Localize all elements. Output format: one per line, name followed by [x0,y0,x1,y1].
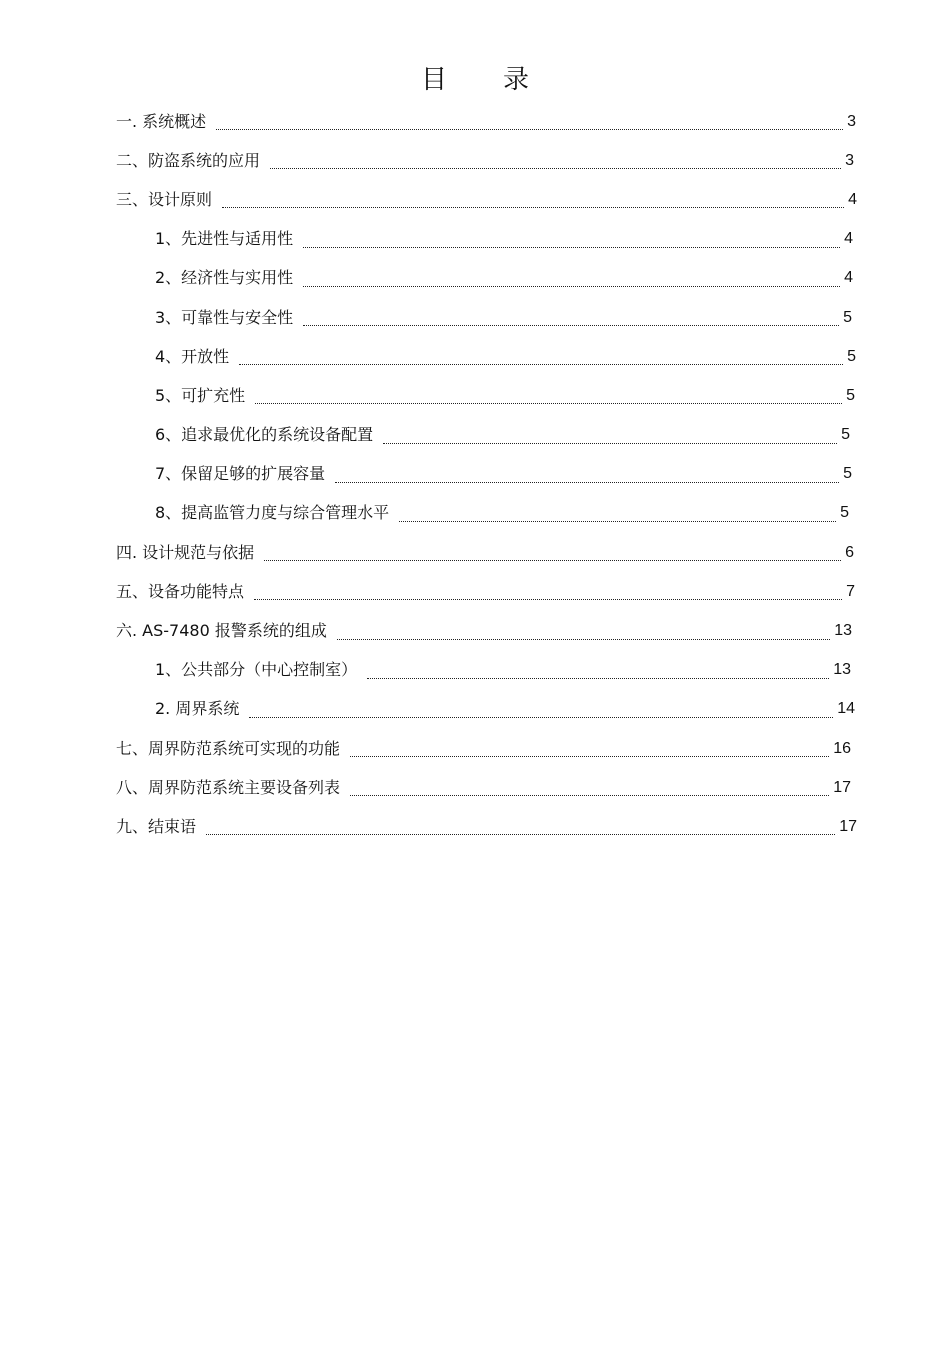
toc-entry[interactable] [0,533,950,572]
toc-entry-page: 7 [846,582,855,600]
toc-entry-label: 七、周界防范系统可实现的功能 [116,738,341,758]
toc-dot-leader [383,431,837,444]
toc-entry[interactable] [0,337,950,376]
toc-entry[interactable] [0,651,950,690]
toc-entry-label: 5、可扩充性 [155,385,246,405]
toc-entry[interactable] [0,102,950,141]
toc-entry-label: 1、公共部分（中心控制室） [155,660,358,680]
toc-entry-page: 4 [844,230,853,248]
toc-entry-label: 二、防盗系统的应用 [116,150,261,170]
toc-entry-label: 一. 系统概述 [116,111,207,131]
toc-entry-page: 5 [846,386,855,404]
toc-dot-leader [350,783,829,796]
toc-entry-page: 5 [843,308,852,326]
toc-entry-label: 1、先进性与适用性 [155,229,294,249]
toc-entry-label: 八、周界防范系统主要设备列表 [116,777,341,797]
toc-entry[interactable] [0,220,950,259]
toc-entry[interactable] [0,416,950,455]
toc-entry-page: 3 [847,112,856,130]
toc-dot-leader [337,627,830,640]
toc-entry-page: 5 [847,347,856,365]
toc-entry[interactable] [0,729,950,768]
toc-entry[interactable] [0,572,950,611]
toc-entry-page: 4 [844,269,853,287]
toc-entry[interactable] [0,494,950,533]
toc-entry-label: 三、设计原则 [116,189,213,209]
toc-dot-leader [303,313,839,326]
toc-entry-page: 3 [845,151,854,169]
toc-list [0,102,950,847]
toc-entry[interactable] [0,768,950,807]
toc-dot-leader [222,195,844,208]
toc-entry-label: 8、提高监管力度与综合管理水平 [155,503,390,523]
toc-entry-label: 3、可靠性与安全性 [155,307,294,327]
toc-entry[interactable] [0,807,950,846]
toc-entry-label: 2. 周界系统 [155,699,240,719]
toc-dot-leader [270,156,841,169]
toc-entry-page: 17 [833,778,851,796]
toc-entry-label: 六. AS-7480 报警系统的组成 [116,621,327,641]
toc-entry[interactable] [0,455,950,494]
toc-title: 目录 [420,65,585,95]
toc-dot-leader [249,705,833,718]
toc-entry[interactable] [0,376,950,415]
toc-entry[interactable] [0,611,950,650]
toc-entry-label: 九、结束语 [116,816,197,836]
toc-dot-leader [335,470,839,483]
toc-entry[interactable] [0,690,950,729]
toc-entry-label: 6、追求最优化的系统设备配置 [155,425,374,445]
toc-entry-page: 4 [848,190,857,208]
toc-entry-page: 17 [839,817,857,835]
toc-dot-leader [303,235,840,248]
toc-dot-leader [254,587,842,600]
toc-entry-page: 6 [845,543,854,561]
toc-entry[interactable] [0,259,950,298]
toc-dot-leader [206,822,835,835]
toc-dot-leader [255,391,842,404]
toc-dot-leader [399,509,836,522]
toc-entry[interactable] [0,298,950,337]
toc-entry-label: 四. 设计规范与依据 [116,542,255,562]
toc-entry-page: 5 [840,504,849,522]
toc-dot-leader [303,274,840,287]
toc-dot-leader [239,352,843,365]
toc-dot-leader [367,666,829,679]
toc-entry-page: 5 [841,426,850,444]
toc-entry-label: 7、保留足够的扩展容量 [155,464,326,484]
toc-entry-page: 5 [843,465,852,483]
toc-entry-label: 2、经济性与实用性 [155,268,294,288]
toc-dot-leader [264,548,841,561]
toc-entry-page: 14 [837,700,855,718]
toc-entry-page: 13 [833,661,851,679]
toc-entry-label: 五、设备功能特点 [116,581,245,601]
toc-entry[interactable] [0,180,950,219]
toc-entry-page: 13 [834,622,852,640]
toc-entry-page: 16 [833,739,851,757]
toc-entry[interactable] [0,141,950,180]
toc-dot-leader [350,744,829,757]
toc-dot-leader [216,117,843,130]
toc-entry-label: 4、开放性 [155,346,230,366]
